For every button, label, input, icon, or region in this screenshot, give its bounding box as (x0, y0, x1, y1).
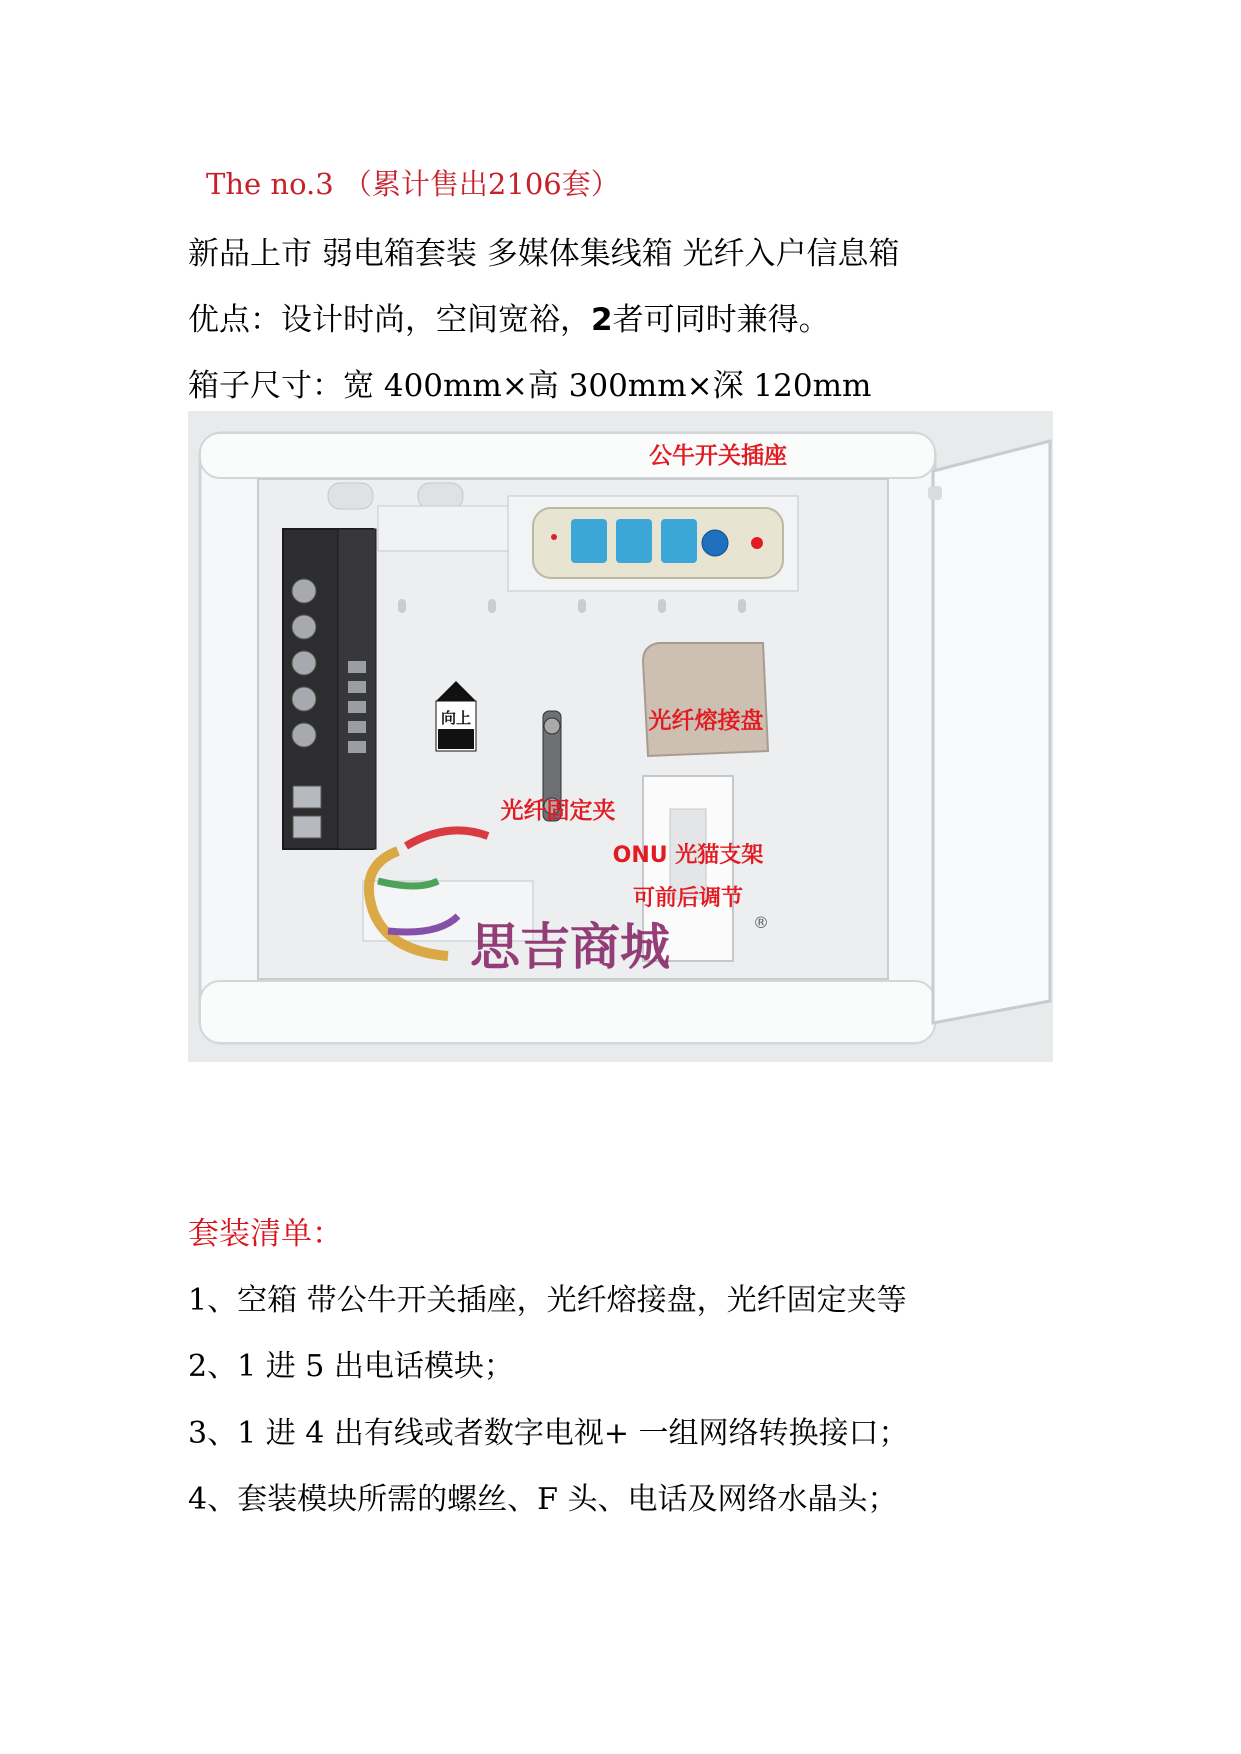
registered-mark: ® (753, 913, 769, 932)
label-fiber-clamp: 光纤固定夹 (500, 798, 616, 824)
advantages-digit: 2 (591, 302, 613, 338)
size-line: 箱子尺寸：宽 400mm×高 300mm×深 120mm (188, 368, 872, 404)
box-door (933, 441, 1050, 1023)
advantages-line (188, 294, 830, 339)
power-socket (533, 508, 783, 578)
kit-item: 3、1 进 4 出有线或者数字电视+ 一组网络转换接口； (188, 1416, 909, 1451)
advantages-suffix: 者可同时兼得。 (612, 302, 830, 338)
kit-item: 2、1 进 5 出电话模块； (188, 1349, 514, 1384)
up-arrow-text: 向上 (440, 709, 472, 727)
product-title: 新品上市 弱电箱套装 多媒体集线箱 光纤入户信息箱 (188, 236, 900, 272)
watermark-text: 思吉商城 (470, 918, 670, 976)
kit-item: 1、空箱 带公牛开关插座，光纤熔接盘，光纤固定夹等 (188, 1283, 907, 1318)
label-socket: 公牛开关插座 (649, 443, 787, 469)
module-panel (283, 529, 376, 849)
product-photo (188, 411, 1053, 1062)
kit-item: 4、套装模块所需的螺丝、F 头、电话及网络水晶头； (188, 1482, 898, 1517)
label-onu-bracket-1: ONU 光猫支架 (612, 843, 764, 868)
splice-tray (643, 643, 768, 756)
rank-label: The no.3 （累计售出2106套） (206, 167, 620, 201)
kit-title: 套装清单： (188, 1216, 343, 1252)
label-onu-bracket-2: 可前后调节 (632, 886, 744, 911)
label-splice-tray: 光纤熔接盘 (648, 708, 764, 734)
advantages-prefix: 优点：设计时尚，空间宽裕， (188, 302, 591, 338)
